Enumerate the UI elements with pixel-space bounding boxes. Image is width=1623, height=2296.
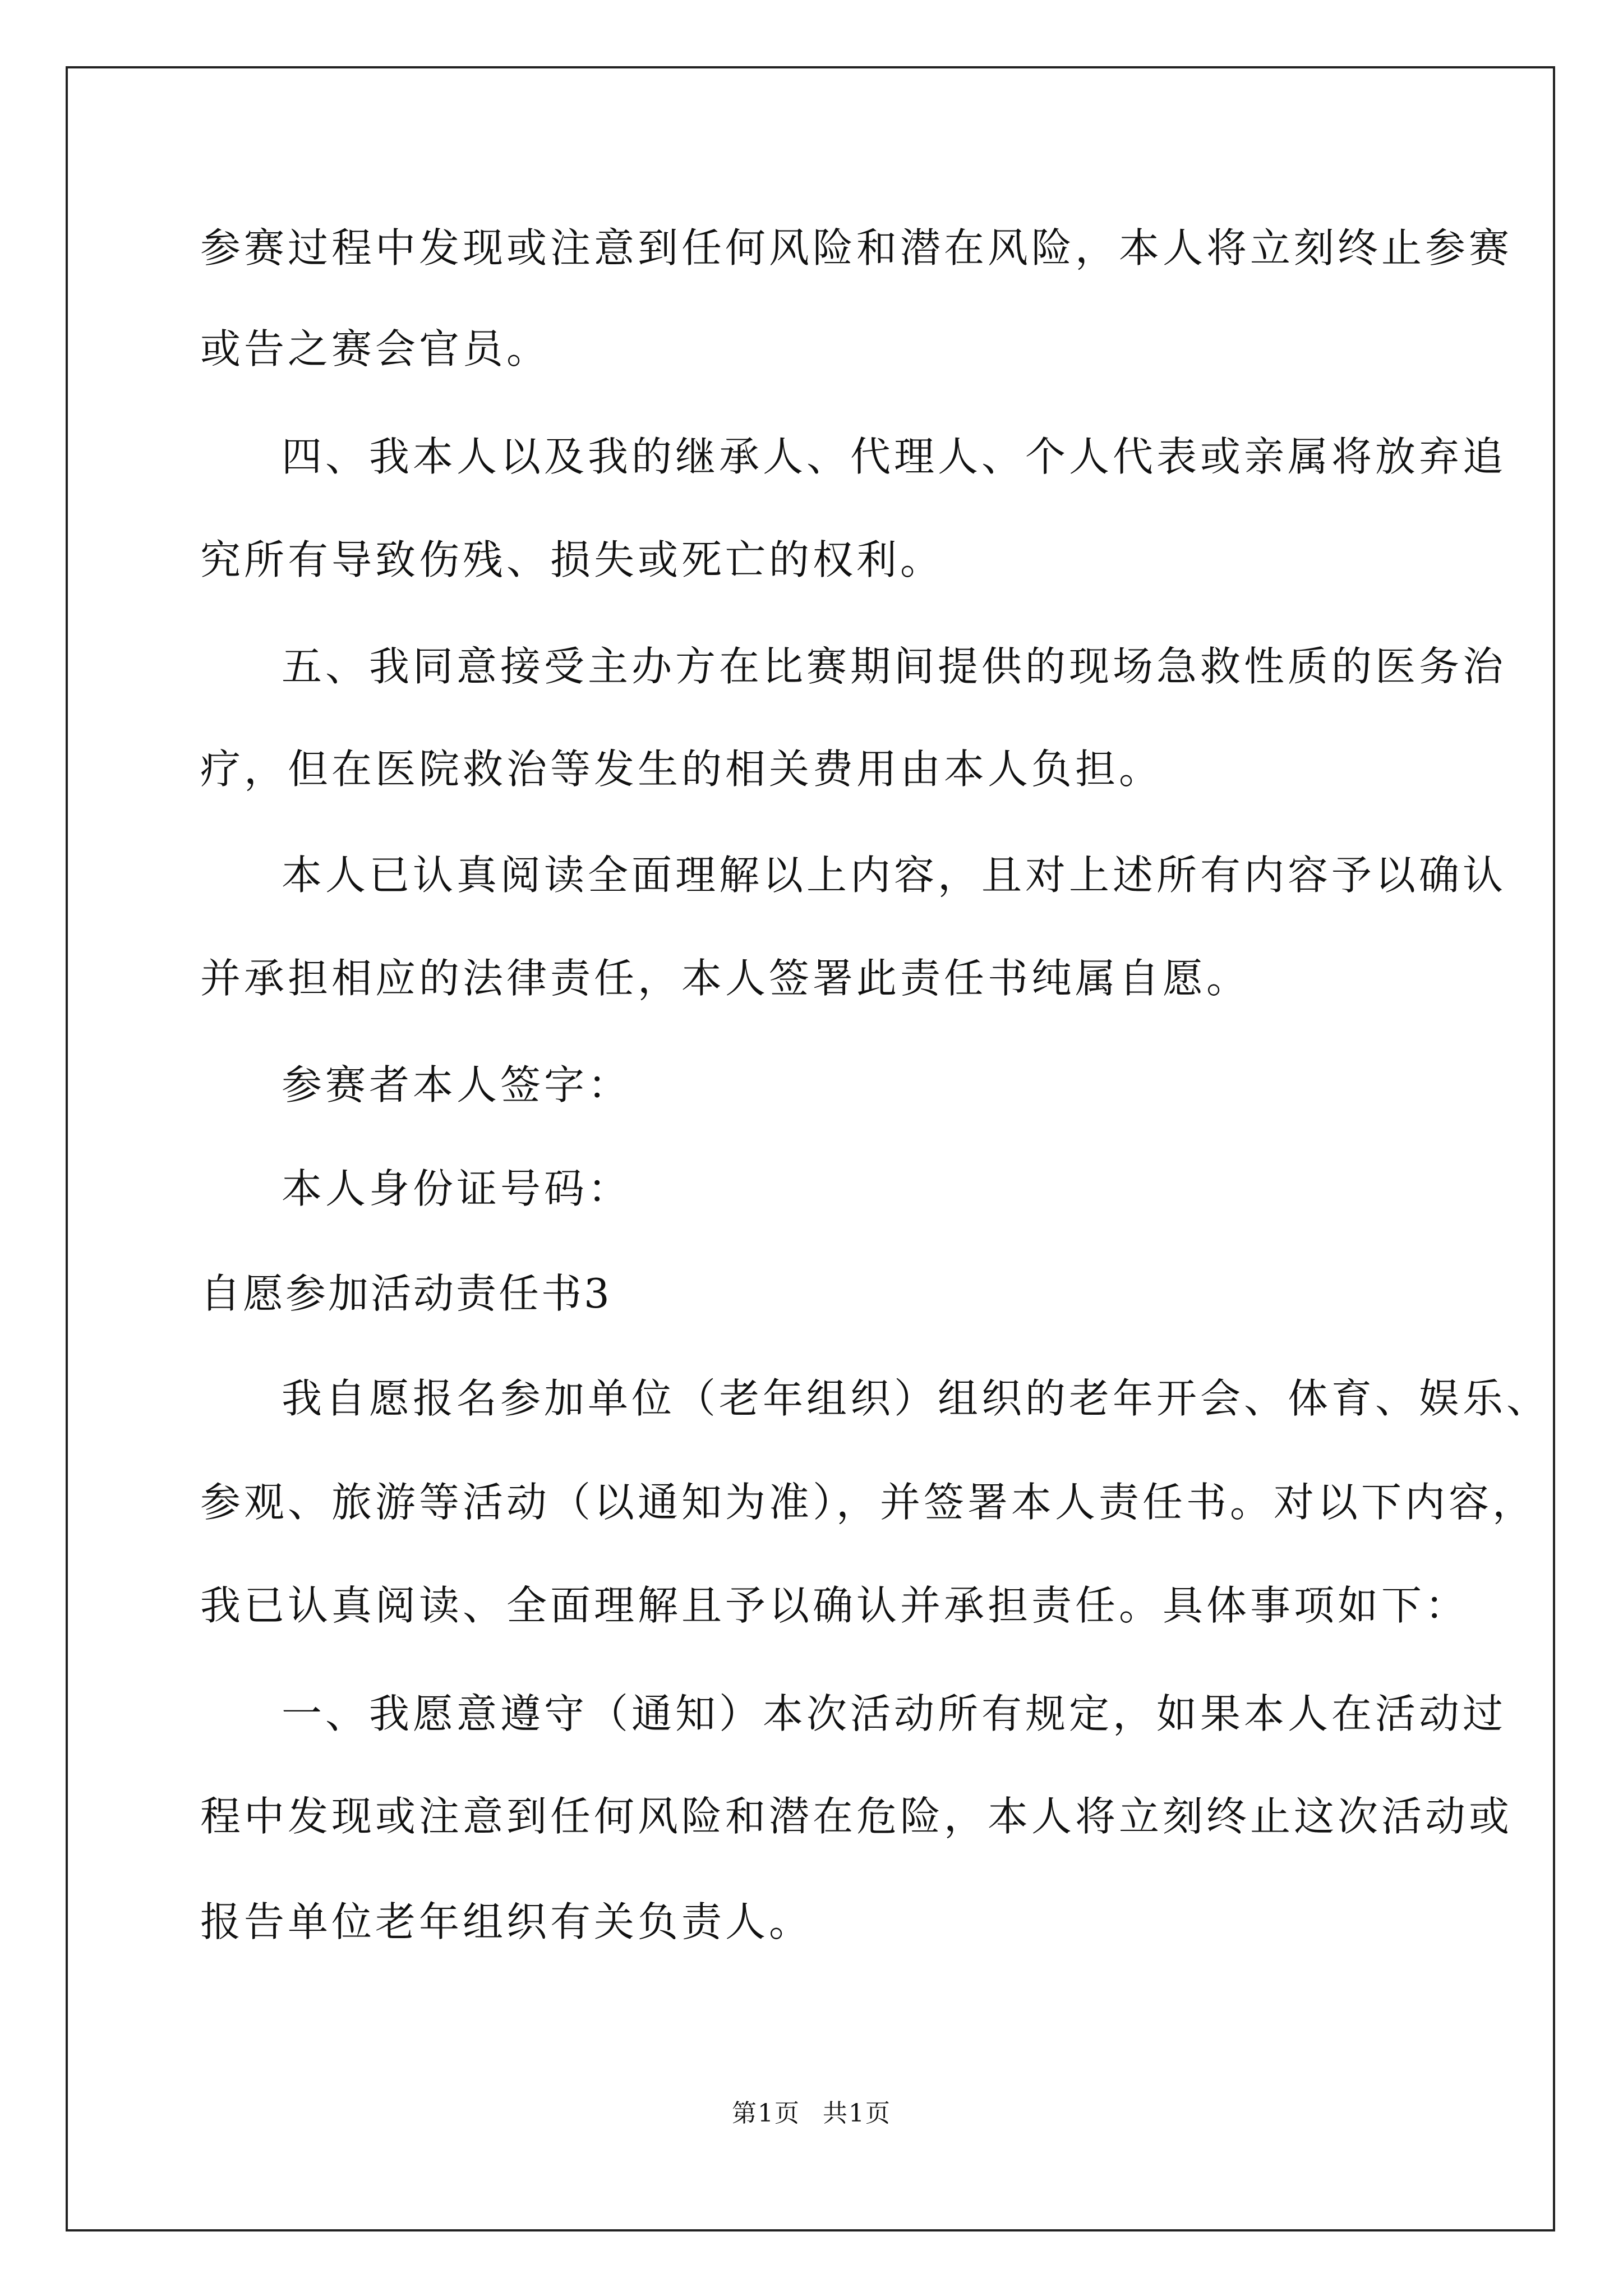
text-line: 我自愿报名参加单位（老年组织）组织的老年开会、体育、娱乐、	[282, 1375, 1551, 1422]
text-line: 参赛过程中发现或注意到任何风险和潜在风险，本人将立刻终止参赛	[200, 224, 1513, 272]
text-line: 疗，但在医院救治等发生的相关费用由本人负担。	[200, 746, 1163, 793]
text-line: 一、我愿意遵守（通知）本次活动所有规定，如果本人在活动过	[282, 1690, 1507, 1737]
page-total: 共1页	[823, 2099, 891, 2128]
text-line: 本人已认真阅读全面理解以上内容，且对上述所有内容予以确认	[282, 852, 1507, 899]
id-number-label: 本人身份证号码：	[282, 1165, 632, 1212]
text-line: 四、我本人以及我的继承人、代理人、个人代表或亲属将放弃追	[282, 433, 1507, 480]
text-line: 报告单位老年组织有关负责人。	[200, 1898, 813, 1945]
text-line: 究所有导致伤残、损失或死亡的权利。	[200, 536, 944, 583]
text-line: 五、我同意接受主办方在比赛期间提供的现场急救性质的医务治	[282, 643, 1507, 690]
text-line: 程中发现或注意到任何风险和潜在危险，本人将立刻终止这次活动或	[200, 1793, 1513, 1840]
page-number: 第1页	[732, 2099, 800, 2128]
text-line: 或告之赛会官员。	[200, 325, 551, 372]
section-heading: 自愿参加活动责任书3	[200, 1270, 612, 1317]
signature-label: 参赛者本人签字：	[282, 1061, 632, 1108]
text-line: 参观、旅游等活动（以通知为准），并签署本人责任书。对以下内容，	[200, 1479, 1537, 1526]
text-line: 我已认真阅读、全面理解且予以确认并承担责任。具体事项如下：	[200, 1582, 1469, 1629]
page-footer	[0, 2097, 1623, 2131]
text-line: 并承担相应的法律责任，本人签署此责任书纯属自愿。	[200, 955, 1251, 1002]
